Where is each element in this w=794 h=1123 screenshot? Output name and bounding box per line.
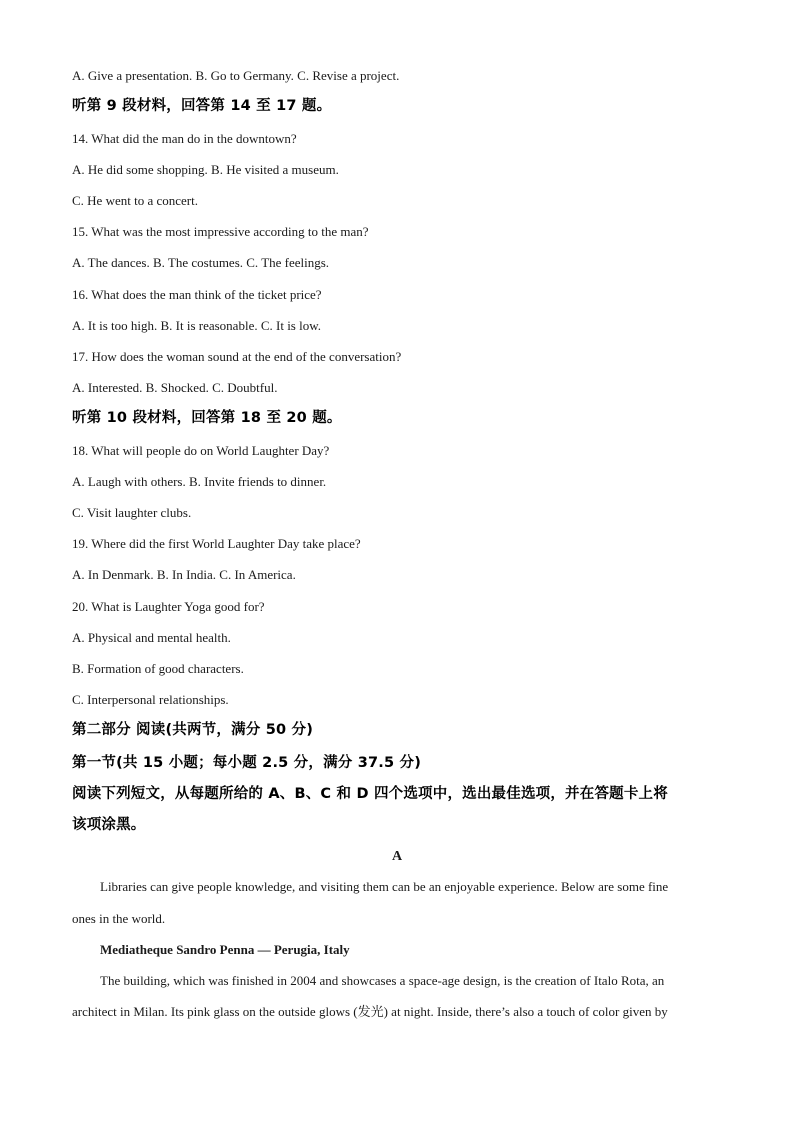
section-heading-10: 听第 10 段材料，回答第 18 至 20 题。 bbox=[72, 410, 342, 426]
question-20-option-c: C. Interpersonal relationships. bbox=[72, 692, 229, 707]
question-15: 15. What was the most impressive according to the man? bbox=[72, 224, 369, 239]
passage-paragraph-2-line-1: The building, which was finished in 2004 and showcases a space-age design, is the creation of Italo Rota, an bbox=[100, 973, 665, 988]
question-18: 18. What will people do on World Laughter Day? bbox=[72, 443, 330, 458]
question-20: 20. What is Laughter Yoga good for? bbox=[72, 599, 265, 614]
part-two-heading: 第二部分 阅读(共两节，满分 50 分) bbox=[72, 722, 314, 738]
instructions-line-1: 阅读下列短文，从每题所给的 A、B、C 和 D 四个选项中，选出最佳选项，并在答题卡上将 bbox=[72, 786, 668, 802]
question-18-options-ab: A. Laugh with others. B. Invite friends to dinner. bbox=[72, 474, 327, 489]
question-14-option-c: C. He went to a concert. bbox=[72, 193, 198, 208]
section-heading-9: 听第 9 段材料，回答第 14 至 17 题。 bbox=[72, 98, 332, 114]
question-17: 17. How does the woman sound at the end of the conversation? bbox=[72, 349, 402, 364]
passage-paragraph-1-line-2: ones in the world. bbox=[72, 911, 166, 926]
question-18-option-c: C. Visit laughter clubs. bbox=[72, 505, 192, 520]
question-14-options-ab: A. He did some shopping. B. He visited a museum. bbox=[72, 162, 339, 177]
question-19-options: A. In Denmark. B. In India. C. In America. bbox=[72, 567, 296, 582]
question-14: 14. What did the man do in the downtown? bbox=[72, 131, 297, 146]
question-17-options: A. Interested. B. Shocked. C. Doubtful. bbox=[72, 380, 278, 395]
library-subtitle: Mediatheque Sandro Penna — Perugia, Italy bbox=[100, 942, 350, 957]
passage-a-title: A bbox=[391, 849, 403, 864]
question-20-option-b: B. Formation of good characters. bbox=[72, 661, 244, 676]
question-16-options: A. It is too high. B. It is reasonable. C. It is low. bbox=[72, 318, 322, 333]
question-16: 16. What does the man think of the ticket price? bbox=[72, 287, 322, 302]
instructions-line-2: 该项涂黑。 bbox=[72, 817, 146, 833]
q13-options: A. Give a presentation. B. Go to Germany. C. Revise a project. bbox=[72, 68, 400, 83]
question-20-option-a: A. Physical and mental health. bbox=[72, 630, 231, 645]
passage-paragraph-2-line-2: architect in Milan. Its pink glass on the outside glows (发光) at night. Inside, there’s also a touch of color given by bbox=[72, 1004, 668, 1019]
question-15-options: A. The dances. B. The costumes. C. The feelings. bbox=[72, 255, 330, 270]
passage-paragraph-1-line-1: Libraries can give people knowledge, and visiting them can be an enjoyable experience. Below are some fine bbox=[100, 879, 669, 894]
question-19: 19. Where did the first World Laughter Day take place? bbox=[72, 536, 361, 551]
section-one-heading: 第一节(共 15 小题；每小题 2.5 分，满分 37.5 分) bbox=[72, 755, 422, 771]
